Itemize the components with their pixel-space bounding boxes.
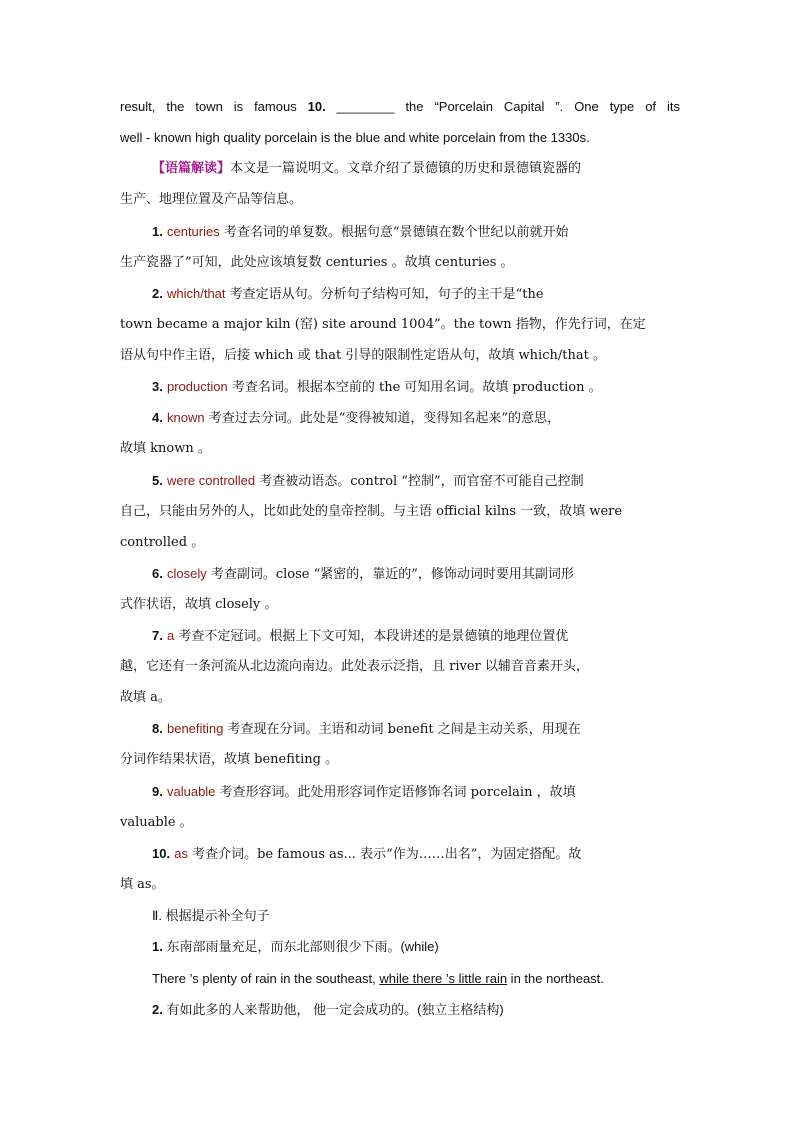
answer-item-6 [152, 564, 712, 585]
question-number: 10. [307, 99, 326, 114]
passage-line-2: well - known high quality porcelain is the blue and white porcelain from the 1330s. [120, 130, 590, 145]
item-number: 6. [152, 566, 163, 581]
answer-item-3 [152, 377, 712, 398]
answer-item-9 [152, 782, 712, 803]
answer-item-5 [152, 471, 712, 492]
answer-key: as [174, 846, 188, 861]
explanation: 考查名词的单复数。根据句意“景德镇在数个世纪以前就开始 [219, 225, 569, 240]
prompt-chinese: 东南部雨量充足，而东北部则很少下雨。(while) [162, 939, 439, 954]
explanation-line: 填 as。 [120, 877, 165, 892]
explanation: 考查过去分词。此处是“变得被知道，变得知名起来”的意思， [204, 411, 560, 426]
explanation-line: 故填 known 。 [120, 441, 211, 456]
analysis-tag: 【语篇解读】 [152, 161, 231, 176]
explanation-line: 式作状语，故填 closely 。 [120, 597, 278, 612]
answer-item-10 [152, 844, 712, 865]
filled-answer: while there ’s little rain [379, 971, 508, 986]
answer-key: closely [166, 566, 207, 581]
exercise-item-1 [152, 937, 712, 957]
answer-key: were controlled [166, 473, 256, 488]
passage-text: the “Porcelain Capital ”. One type of its [405, 99, 680, 114]
item-number: 5. [152, 473, 163, 488]
item-number: 1. [152, 224, 163, 239]
item-number: 10. [152, 846, 171, 861]
section-heading: Ⅱ. 根据提示补全句子 [152, 908, 270, 923]
explanation: 考查副词。close “紧密的，靠近的”，修饰动词时要用其副词形 [206, 567, 574, 582]
explanation: 考查介词。be famous as... 表示“作为……出名”，为固定搭配。故 [187, 847, 582, 862]
answer-key: centuries [166, 224, 220, 239]
explanation-line: 分词作结果状语，故填 benefiting 。 [120, 752, 339, 767]
item-number: 1. [152, 939, 163, 954]
answer-key: benefiting [166, 721, 224, 736]
explanation: 考查形容词。此处用形容词作定语修饰名词 porcelain ，故填 [215, 785, 576, 800]
item-number: 3. [152, 379, 163, 394]
passage-text: result, the town is famous [120, 99, 308, 114]
answer-item-4 [152, 408, 712, 429]
item-number: 4. [152, 410, 163, 425]
item-number: 2. [152, 286, 163, 301]
explanation-line: 语从句中作主语，后接 which 或 that 引导的限制性定语从句，故填 which/that 。 [120, 348, 606, 363]
item-number: 7. [152, 628, 163, 643]
explanation: 考查现在分词。主语和动词 benefit 之间是主动关系，用现在 [223, 722, 581, 737]
exercise-item-2 [152, 1000, 712, 1020]
explanation-line: 生产瓷器了”可知，此处应该填复数 centuries 。故填 centuries 。 [120, 255, 514, 270]
answer-text: in the northeast. [507, 971, 604, 986]
answer-item-8 [152, 719, 712, 740]
answer-text: There ’s plenty of rain in the southeast, [152, 971, 380, 986]
answer-blank: ________ [325, 99, 406, 114]
passage-line-1 [120, 97, 680, 117]
explanation-line: controlled 。 [120, 535, 205, 550]
answer-item-7 [152, 626, 712, 647]
answer-key: known [166, 410, 205, 425]
explanation-line: town became a major kiln (窑) site around 1004”。the town 指物，作先行词，在定 [120, 317, 646, 332]
item-number: 9. [152, 784, 163, 799]
answer-key: which/that [166, 286, 226, 301]
explanation: 考查定语从句。分析句子结构可知，句子的主干是“the [225, 287, 544, 302]
explanation-line: 故填 a。 [120, 690, 171, 705]
analysis-line-1 [152, 159, 712, 179]
answer-key: a [166, 628, 175, 643]
answer-item-1 [152, 222, 712, 243]
answer-item-2 [152, 284, 712, 305]
explanation: 考查被动语态。control “控制”，而官窑不可能自己控制 [255, 474, 584, 489]
item-number: 2. [152, 1002, 163, 1017]
prompt-chinese: 有如此多的人来帮助他， 他一定会成功的。(独立主格结构) [162, 1002, 504, 1017]
explanation-line: valuable 。 [120, 815, 193, 830]
item-number: 8. [152, 721, 163, 736]
exercise-answer-1 [152, 969, 712, 989]
explanation: 考查名词。根据本空前的 the 可知用名词。故填 production 。 [227, 380, 602, 395]
answer-key: production [166, 379, 228, 394]
explanation-line: 自己，只能由另外的人，比如此处的皇帝控制。与主语 official kilns 一致，故填 were [120, 504, 623, 519]
analysis-text: 本文是一篇说明文。文章介绍了景德镇的历史和景德镇瓷器的 [230, 161, 582, 176]
analysis-line-2: 生产、地理位置及产品等信息。 [120, 192, 303, 207]
explanation: 考查不定冠词。根据上下文可知，本段讲述的是景德镇的地理位置优 [174, 629, 569, 644]
explanation-line: 越，它还有一条河流从北边流向南边。此处表示泛指，且 river 以辅音音素开头， [120, 659, 589, 674]
answer-key: valuable [166, 784, 216, 799]
